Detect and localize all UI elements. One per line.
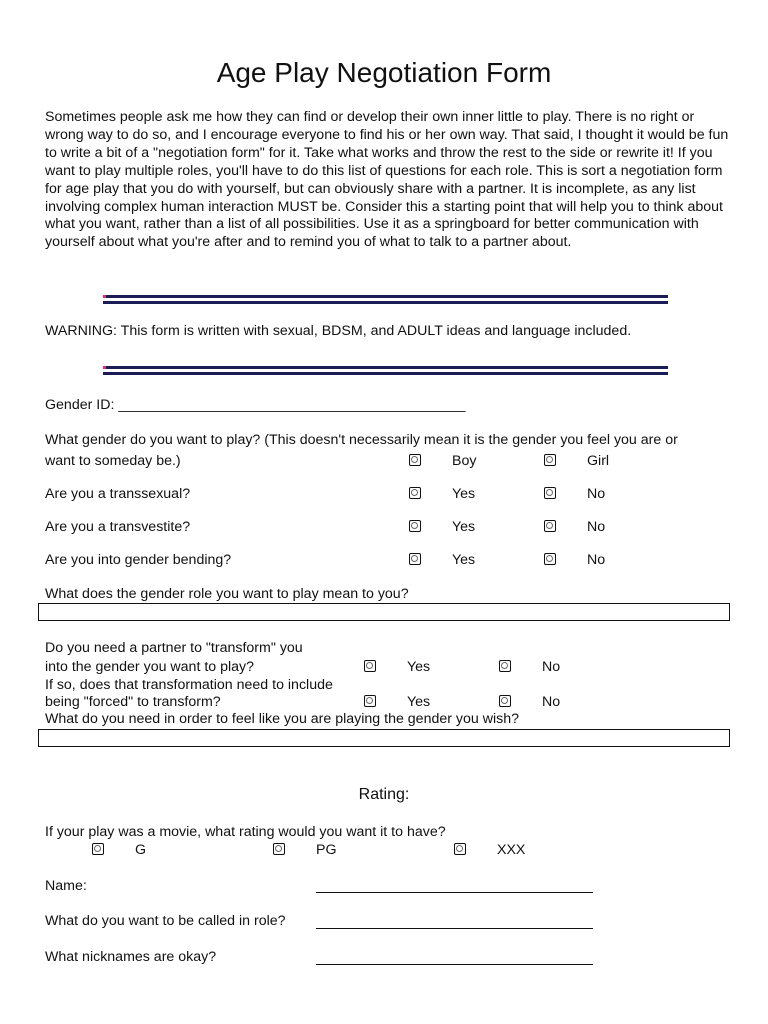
gender-bending-no-checkbox[interactable] bbox=[544, 553, 556, 565]
gender-bending-yes-checkbox[interactable] bbox=[409, 553, 421, 565]
transsexual-yes-checkbox[interactable] bbox=[409, 487, 421, 499]
partner-no-checkbox[interactable] bbox=[499, 660, 511, 672]
warning-text: WARNING: This form is written with sexual, BDSM, and ADULT ideas and language included. bbox=[45, 323, 632, 339]
question-partner-cont: into the gender you want to play? bbox=[45, 659, 255, 675]
question-feel-gender: What do you need in order to feel like you are playing the gender you wish? bbox=[45, 711, 519, 727]
question-gender-play: What gender do you want to play? (This doesn't necessarily mean it is the gender you feel you are or bbox=[45, 432, 678, 448]
partner-yes-checkbox[interactable] bbox=[364, 660, 376, 672]
partner-yes-label: Yes bbox=[407, 659, 431, 675]
gender-meaning-input[interactable] bbox=[38, 603, 730, 621]
question-transvestite: Are you a transvestite? bbox=[45, 519, 191, 535]
feel-gender-input[interactable] bbox=[38, 729, 730, 747]
question-gender-bending: Are you into gender bending? bbox=[45, 552, 232, 568]
question-gender-play-cont: want to someday be.) bbox=[45, 453, 181, 469]
question-gender-meaning: What does the gender role you want to play mean to you? bbox=[45, 586, 409, 602]
boy-checkbox[interactable] bbox=[409, 454, 421, 466]
called-in-role-label: What do you want to be called in role? bbox=[45, 913, 286, 929]
question-rating: If your play was a movie, what rating would you want it to have? bbox=[45, 824, 446, 840]
name-input[interactable] bbox=[316, 878, 593, 893]
rating-pg-label: PG bbox=[316, 842, 337, 858]
gender-id-field[interactable]: Gender ID: ____________________________________________ bbox=[45, 397, 466, 413]
nicknames-label: What nicknames are okay? bbox=[45, 949, 217, 965]
transvestite-yes-label: Yes bbox=[452, 519, 476, 535]
name-label: Name: bbox=[45, 878, 87, 894]
rating-xxx-checkbox[interactable] bbox=[454, 843, 466, 855]
gender-bending-no-label: No bbox=[587, 552, 606, 568]
rating-g-checkbox[interactable] bbox=[92, 843, 104, 855]
rating-xxx-label: XXX bbox=[497, 842, 526, 858]
partner-no-label: No bbox=[542, 659, 561, 675]
boy-label: Boy bbox=[452, 453, 477, 469]
transsexual-yes-label: Yes bbox=[452, 486, 476, 502]
question-partner: Do you need a partner to "transform" you bbox=[45, 640, 303, 656]
transvestite-yes-checkbox[interactable] bbox=[409, 520, 421, 532]
transvestite-no-label: No bbox=[587, 519, 606, 535]
rating-heading: Rating: bbox=[358, 786, 410, 803]
question-transsexual: Are you a transsexual? bbox=[45, 486, 191, 502]
transsexual-no-label: No bbox=[587, 486, 606, 502]
divider-bottom bbox=[103, 366, 668, 376]
called-in-role-input[interactable] bbox=[316, 914, 593, 929]
forced-yes-label: Yes bbox=[407, 694, 431, 710]
transvestite-no-checkbox[interactable] bbox=[544, 520, 556, 532]
forced-yes-checkbox[interactable] bbox=[364, 695, 376, 707]
question-forced: If so, does that transformation need to include bbox=[45, 677, 333, 693]
gender-bending-yes-label: Yes bbox=[452, 552, 476, 568]
form-title: Age Play Negotiation Form bbox=[216, 57, 552, 88]
divider-top bbox=[103, 295, 668, 305]
girl-label: Girl bbox=[587, 453, 610, 469]
rating-g-label: G bbox=[135, 842, 147, 858]
forced-no-checkbox[interactable] bbox=[499, 695, 511, 707]
nicknames-input[interactable] bbox=[316, 950, 593, 965]
forced-no-label: No bbox=[542, 694, 561, 710]
girl-checkbox[interactable] bbox=[544, 454, 556, 466]
intro-paragraph: Sometimes people ask me how they can find or develop their own inner little to play. There is no right or wrong way to do so, and I encourage everyone to find his or her own way. That said, I thought it would be fun to write a bit of a "negotiation form" for it. Take what works and throw the rest to the side or rewrite it! If you want to play multiple roles, you'll have to do this list of questions for each role. This is sort a negotiation form for age play that you do with yourself, but can obviously share with a partner. It is incomplete, as any list involving complex human interaction MUST be. Consider this a starting point that will help you to think about what you want, rather than a list of all possibilities. Use it as a springboard for better communication with yourself about what you're after and to remind you of what to talk to a partner about. bbox=[45, 109, 729, 251]
question-forced-cont: being "forced" to transform? bbox=[45, 694, 221, 710]
transsexual-no-checkbox[interactable] bbox=[544, 487, 556, 499]
rating-pg-checkbox[interactable] bbox=[273, 843, 285, 855]
